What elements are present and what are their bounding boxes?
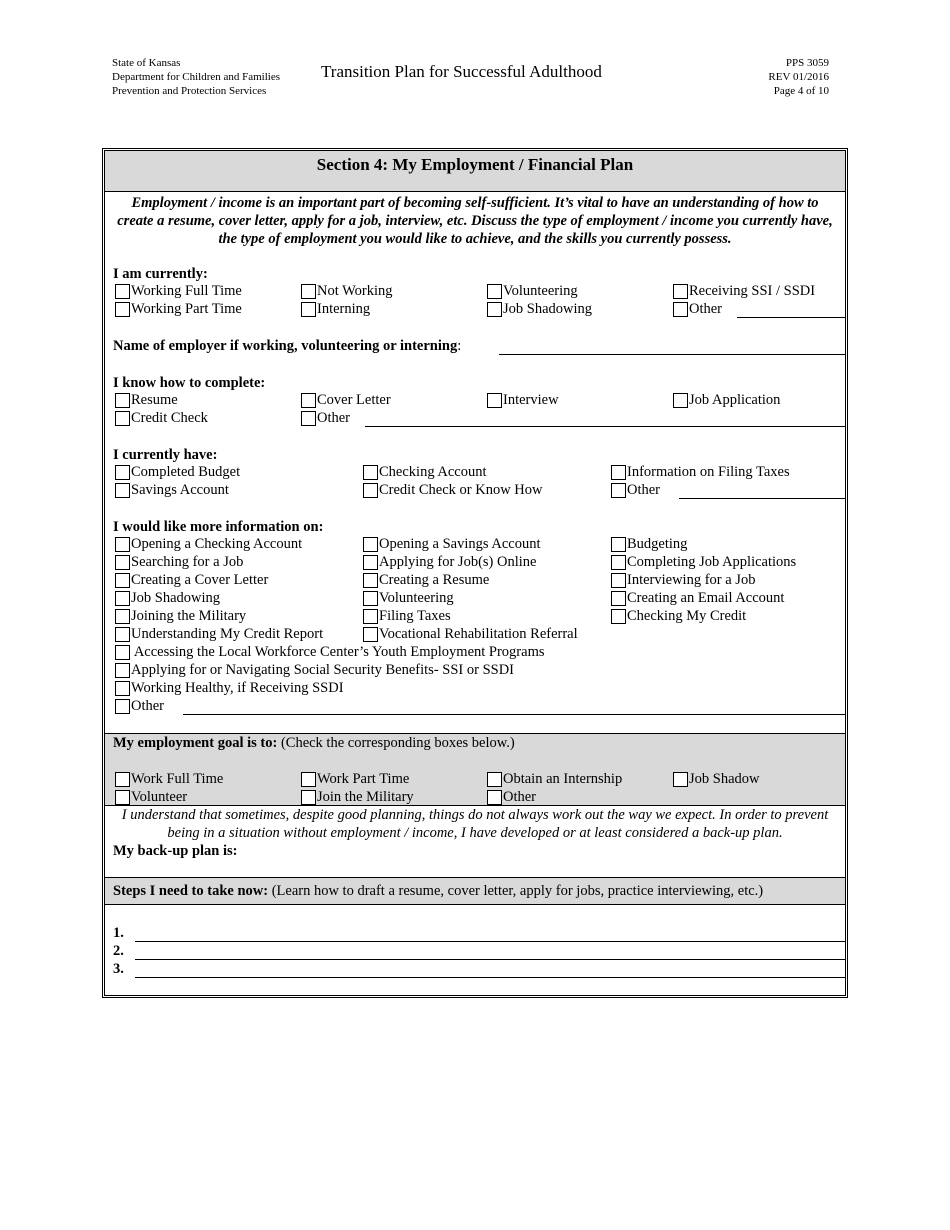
option-label: Vocational Rehabilitation Referral [379,626,578,642]
employer-name-field[interactable] [499,354,845,355]
option-label: Work Full Time [131,771,224,787]
checkbox-box[interactable] [115,591,130,606]
checkbox-box[interactable] [301,411,316,426]
checkbox-box[interactable] [363,573,378,588]
checkbox-box[interactable] [115,645,130,660]
checkbox-goal-full-time[interactable] [115,770,223,788]
more-info-label: I would like more information on: [113,519,324,535]
option-label: Applying for Job(s) Online [379,554,537,570]
checkbox-box[interactable] [115,483,130,498]
option-label: Creating a Resume [379,572,490,588]
option-label: Completed Budget [131,464,241,480]
checkbox-box[interactable] [115,555,130,570]
option-label: Opening a Savings Account [379,536,541,552]
steps-note: (Learn how to draft a resume, cover letter, apply for jobs, practice interviewing, etc.) [268,883,764,899]
checkbox-box[interactable] [487,284,502,299]
checkbox-interning[interactable] [301,300,370,318]
checkbox-goal-volunteer[interactable] [115,788,187,806]
goal-note: (Check the corresponding boxes below.) [277,735,515,751]
divider [105,904,845,905]
step-1-field[interactable] [135,941,845,942]
checkbox-interviewing[interactable] [611,571,755,589]
step-number: 3. [113,961,124,977]
option-label: Receiving SSI / SSDI [689,283,816,299]
option-label: Filing Taxes [379,608,451,624]
option-label: Job Shadowing [131,590,221,606]
employment-form [102,148,848,998]
checkbox-job-shadowing-info[interactable] [115,589,220,607]
form-number: PPS 3059 [785,57,829,69]
currently-label: I am currently: [113,266,208,282]
option-label: Join the Military [317,789,414,805]
employer-label-text: Name of employer if working, volunteering or interning [113,338,458,354]
goal-label: My employment goal is to: [113,735,278,751]
checkbox-box[interactable] [115,681,130,696]
have-label: I currently have: [113,447,218,463]
org-line: Department for Children and Families [112,71,281,83]
checkbox-box[interactable] [115,699,130,714]
checkbox-workforce-center[interactable] [115,643,545,661]
option-label: Other [689,301,723,317]
option-label: Credit Check [131,410,208,426]
checkbox-box[interactable] [673,284,688,299]
section-title: Section 4: My Employment / Financial Plan [105,151,845,192]
checkbox-goal-internship[interactable] [487,770,622,788]
checkbox-creating-cover-letter[interactable] [115,571,268,589]
checkbox-resume[interactable] [115,391,178,409]
have-other-field[interactable] [679,498,845,499]
employer-colon: : [457,338,462,354]
checkbox-box[interactable] [363,465,378,480]
more-info-other-field[interactable] [183,714,845,715]
checkbox-credit-check-know-how[interactable] [363,481,543,499]
checkbox-more-info-other[interactable] [115,697,164,715]
option-label: Work Part Time [317,771,410,787]
checkbox-box[interactable] [487,790,502,805]
option-label: Resume [131,392,178,408]
option-label: Other [317,410,351,426]
option-label: Opening a Checking Account [131,536,303,552]
option-label: Volunteer [131,789,188,805]
checkbox-box[interactable] [673,393,688,408]
option-label: Job Shadowing [503,301,593,317]
org-line: Prevention and Protection Services [112,85,267,97]
checkbox-box[interactable] [673,302,688,317]
option-label: Volunteering [503,283,578,299]
checkbox-goal-job-shadow[interactable] [673,770,760,788]
step-number: 1. [113,925,124,941]
checkbox-box[interactable] [115,411,130,426]
option-label: Interning [317,301,371,317]
checkbox-social-security[interactable] [115,661,514,679]
checkbox-box[interactable] [363,609,378,624]
option-label: Information on Filing Taxes [627,464,790,480]
option-label: Checking My Credit [627,608,747,624]
org-line: State of Kansas [112,57,181,69]
checkbox-box[interactable] [363,483,378,498]
checkbox-box[interactable] [115,284,130,299]
checkbox-savings-account-info[interactable] [363,535,541,553]
checkbox-box[interactable] [115,393,130,408]
checkbox-box[interactable] [115,609,130,624]
goal-heading [113,734,515,752]
option-label: Not Working [317,283,393,299]
option-label: Other [503,789,537,805]
option-label: Creating a Cover Letter [131,572,269,588]
checkbox-checking-account-info[interactable] [115,535,302,553]
option-label: Job Application [689,392,781,408]
option-label: Other [131,698,165,714]
checkbox-volunteering-info[interactable] [363,589,454,607]
currently-other-field[interactable] [737,317,845,318]
option-label: Savings Account [131,482,229,498]
checkbox-savings-account[interactable] [115,481,229,499]
checkbox-credit-check[interactable] [115,409,208,427]
checkbox-interview[interactable] [487,391,559,409]
option-label: Understanding My Credit Report [131,626,324,642]
checkbox-box[interactable] [301,772,316,787]
checkbox-checking-account[interactable] [363,463,487,481]
option-label: Searching for a Job [131,554,244,570]
steps-label: Steps I need to take now: [113,883,269,899]
checkbox-email-account[interactable] [611,589,784,607]
checkbox-box[interactable] [487,393,502,408]
checkbox-box[interactable] [115,465,130,480]
checkbox-box[interactable] [301,284,316,299]
checkbox-box[interactable] [115,772,130,787]
option-label: Other [627,482,661,498]
checkbox-box[interactable] [115,663,130,678]
option-label: Job Shadow [689,771,760,787]
checkbox-goal-part-time[interactable] [301,770,409,788]
document-title: Transition Plan for Successful Adulthood [321,62,602,81]
checkbox-job-shadowing[interactable] [487,300,592,318]
checkbox-searching-job[interactable] [115,553,243,571]
checkbox-box[interactable] [611,483,626,498]
checkbox-box[interactable] [363,555,378,570]
checkbox-box[interactable] [115,627,130,642]
checkbox-vocational-rehab[interactable] [363,625,578,643]
option-label: Budgeting [627,536,688,552]
checkbox-box[interactable] [611,555,626,570]
checkbox-box[interactable] [611,573,626,588]
checkbox-working-part-time[interactable] [115,300,242,318]
checkbox-creating-resume[interactable] [363,571,489,589]
checkbox-credit-report[interactable] [115,625,323,643]
option-label: Checking Account [379,464,487,480]
checkbox-box[interactable] [301,302,316,317]
checkbox-box[interactable] [301,393,316,408]
header-organization [112,56,280,98]
employer-label [113,337,461,355]
checkbox-box[interactable] [673,772,688,787]
steps-heading [113,882,763,900]
option-label: Cover Letter [317,392,391,408]
option-label: Working Part Time [131,301,242,317]
checkbox-cover-letter[interactable] [301,391,391,409]
checkbox-know-how-other[interactable] [301,409,350,427]
checkbox-job-application[interactable] [673,391,780,409]
option-label: Accessing the Local Workforce Center’s Youth Employment Programs [131,644,545,660]
checkbox-box[interactable] [611,465,626,480]
checkbox-box[interactable] [301,790,316,805]
option-label: Volunteering [379,590,454,606]
checkbox-box[interactable] [115,302,130,317]
checkbox-filing-taxes-info[interactable] [611,463,790,481]
step-3-field[interactable] [135,977,845,978]
checkbox-box[interactable] [363,537,378,552]
checkbox-box[interactable] [611,609,626,624]
know-how-label: I know how to complete: [113,375,266,391]
checkbox-box[interactable] [115,573,130,588]
checkbox-box[interactable] [611,537,626,552]
option-label: Creating an Email Account [627,590,785,606]
checkbox-box[interactable] [487,772,502,787]
option-label: Working Full Time [131,283,242,299]
checkbox-have-other[interactable] [611,481,660,499]
checkbox-box[interactable] [363,627,378,642]
backup-statement: I understand that sometimes, despite good planning, things do not always work out the way we expect. In order to prevent being in a situation without employment / income, I have developed or at least considered a back-up plan. [121,807,829,841]
checkbox-box[interactable] [611,591,626,606]
option-label: Credit Check or Know How [379,482,543,498]
checkbox-completing-applications[interactable] [611,553,796,571]
checkbox-joining-military[interactable] [115,607,246,625]
backup-label: My back-up plan is: [113,843,238,859]
section-intro: Employment / income is an important part of becoming self-sufficient. It’s vital to have an understanding of how to create a resume, cover letter, apply for a job, interview, etc. Discuss the type of employment / income you currently have, the type of employment you would like to achieve, and the skills you currently possess. [117,195,833,247]
checkbox-receiving-ssi[interactable] [673,282,815,300]
checkbox-goal-military[interactable] [301,788,414,806]
option-label: Applying for or Navigating Social Security Benefits- SSI or SSDI [131,662,514,678]
checkbox-working-healthy[interactable] [115,679,344,697]
checkbox-box[interactable] [115,790,130,805]
option-label: Joining the Military [131,608,247,624]
option-label: Completing Job Applications [627,554,797,570]
step-number: 2. [113,943,124,959]
form-revision: REV 01/2016 [768,71,829,83]
checkbox-box[interactable] [115,537,130,552]
checkbox-working-full-time[interactable] [115,282,242,300]
checkbox-filing-taxes[interactable] [363,607,451,625]
option-label: Working Healthy, if Receiving SSDI [131,680,344,696]
page-number: Page 4 of 10 [773,85,829,97]
option-label: Obtain an Internship [503,771,623,787]
checkbox-goal-other[interactable] [487,788,536,806]
checkbox-applying-online[interactable] [363,553,536,571]
checkbox-not-working[interactable] [301,282,393,300]
know-how-other-field[interactable] [365,426,845,427]
step-2-field[interactable] [135,959,845,960]
checkbox-volunteering[interactable] [487,282,578,300]
checkbox-currently-other[interactable] [673,300,722,318]
checkbox-completed-budget[interactable] [115,463,240,481]
option-label: Interviewing for a Job [627,572,756,588]
option-label: Interview [503,392,559,408]
checkbox-box[interactable] [363,591,378,606]
checkbox-checking-credit[interactable] [611,607,746,625]
header-form-info [768,56,829,98]
checkbox-budgeting[interactable] [611,535,687,553]
checkbox-box[interactable] [487,302,502,317]
